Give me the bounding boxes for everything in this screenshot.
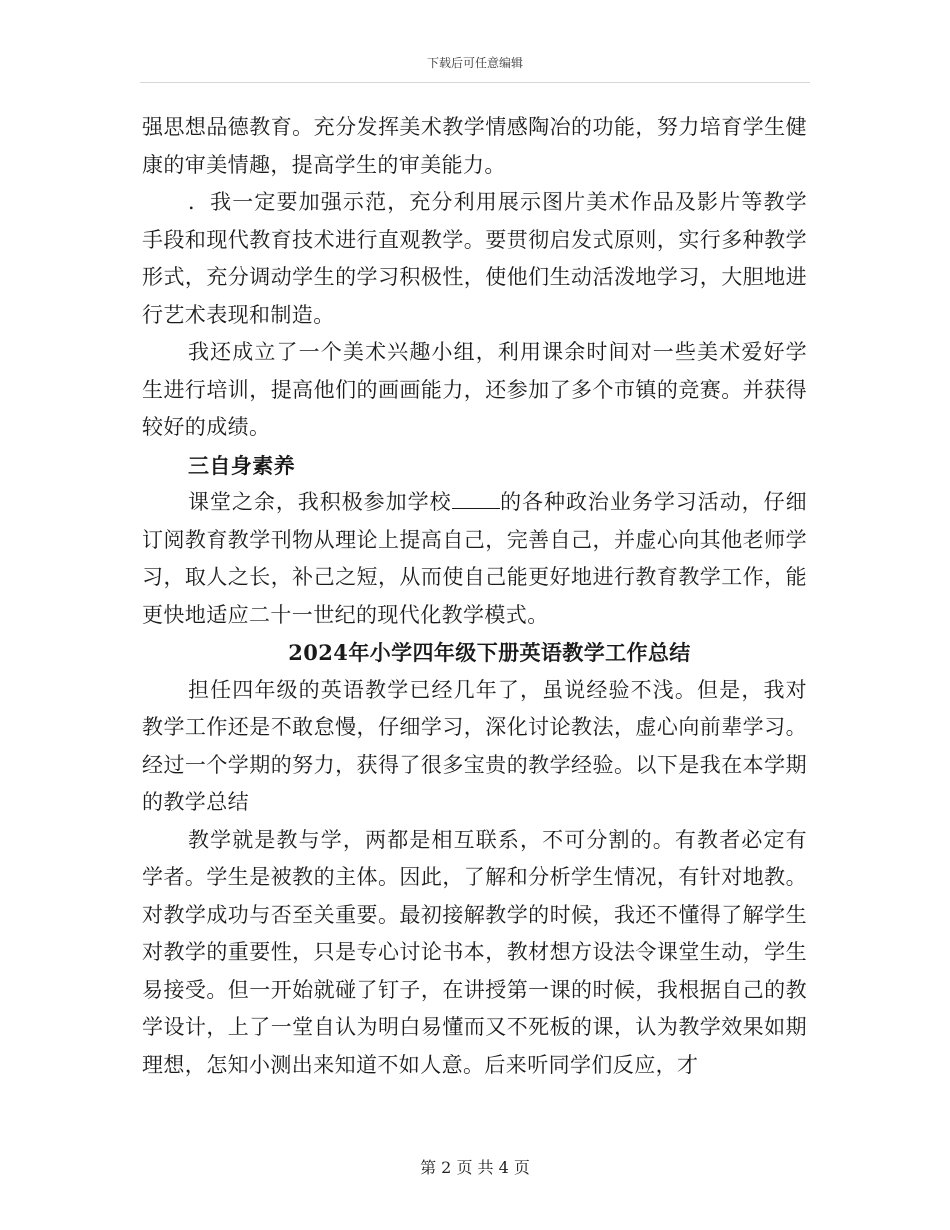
header-divider — [140, 82, 810, 83]
document-body — [142, 109, 807, 1084]
paragraph: 强思想品德教育。充分发挥美术教学情感陶冶的功能，努力培育学生健康的审美情趣，提高学生的审美能力。 — [142, 115, 807, 177]
page-number: 第 2 页 共 4 页 — [420, 1158, 530, 1177]
document-title: 2024年小学四年级下册英语教学工作总结 — [288, 640, 691, 665]
paragraph-text: 课堂之余，我积极参加学校 — [188, 490, 452, 514]
paragraph-text: 的各种政治业务学习活动，仔细订阅教育教学刊物从理论上提高自己，完善自己，并虚心向其他老师学习，取人之长，补己之短，从而使自己能更好地进行教育教学工作，能更快地适应二十一世纪的现代化教学模式。 — [142, 490, 807, 627]
page-header: 下载后可任意编辑 — [426, 56, 523, 70]
paragraph: 教学就是教与学，两都是相互联系，不可分割的。有教者必定有学者。学生是被教的主体。因此，了解和分析学生情况，有针对地教。对教学成功与否至关重要。最初接解教学的时候，我还不懂得了解学生对教学的重要性，只是专心讨论书本，教材想方设法令课堂生动，学生易接受。但一开始就碰了钉子，在讲授第一课的时候，我根据自己的教学设计，上了一堂自认为明白易懂而又不死板的课，认为教学效果如期理想，怎知小测出来知道不如人意。后来听同学们反应，才 — [142, 827, 807, 1077]
paragraph: 担任四年级的英语教学已经几年了，虽说经验不浅。但是，我对教学工作还是不敢怠慢，仔细学习，深化讨论教法，虚心向前辈学习。经过一个学期的努力，获得了很多宝贵的教学经验。以下是我在本学期的教学总结 — [142, 677, 807, 814]
paragraph: ．我一定要加强示范，充分利用展示图片美术作品及影片等教学手段和现代教育技术进行直观教学。要贯彻启发式原则，实行多种教学形式，充分调动学生的学习积极性，使他们生动活泼地学习，大胆地进行艺术表现和制造。 — [142, 190, 807, 327]
fill-in-blank — [452, 490, 500, 509]
section-heading: 三自身素养 — [188, 452, 295, 478]
paragraph — [142, 484, 807, 634]
paragraph: 我还成立了一个美术兴趣小组，利用课余时间对一些美术爱好学生进行培训，提高他们的画画能力，还参加了多个市镇的竞赛。并获得较好的成绩。 — [142, 340, 807, 439]
